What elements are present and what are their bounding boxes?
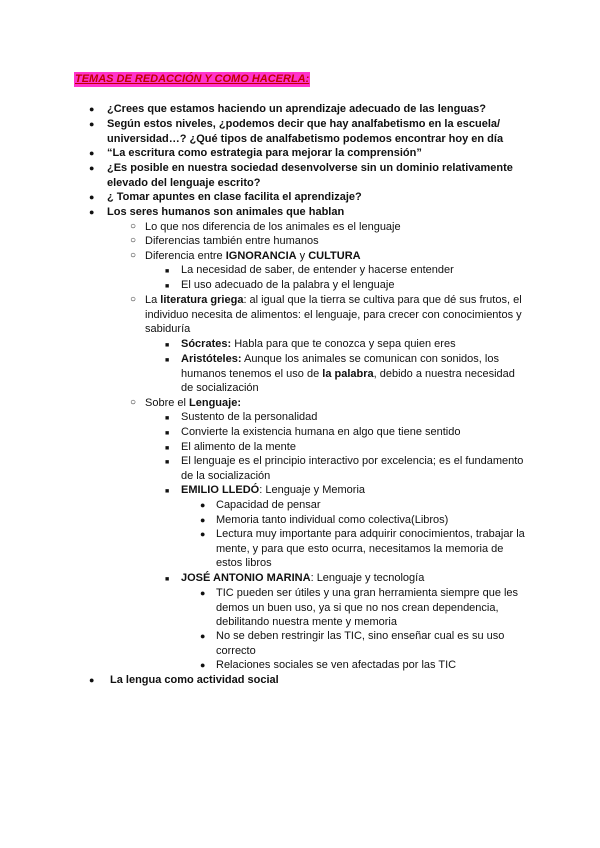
list-item: El uso adecuado de la palabra y el lenguaje — [181, 279, 395, 291]
square-bullet-icon: ■ — [165, 268, 170, 275]
circle-bullet-icon: ○ — [130, 294, 137, 305]
bullet-icon: ● — [89, 163, 95, 173]
bullet-icon: ● — [89, 148, 95, 158]
square-bullet-icon: ■ — [165, 415, 170, 422]
square-bullet-icon: ■ — [165, 430, 170, 437]
bullet-icon: ● — [200, 588, 206, 598]
circle-bullet-icon: ○ — [130, 235, 137, 246]
list-item: Aristóteles: Aunque los animales se comunican con sonidos, los humanos tenemos el uso de la palabra, debido a nuestra necesidad de socialización — [181, 353, 515, 394]
list-item: Sustento de la personalidad — [181, 411, 318, 423]
list-item-question-1: ¿Crees que estamos haciendo un aprendizaje adecuado de las lenguas? — [107, 103, 487, 115]
list-item: Relaciones sociales se ven afectadas por las TIC — [216, 659, 457, 671]
list-item: Convierte la existencia humana en algo que tiene sentido — [181, 426, 461, 438]
list-item: El lenguaje es el principio interactivo por excelencia; es el fundamento de la socialización — [181, 455, 524, 482]
list-item: TIC pueden ser útiles y una gran herramienta siempre que les demos un buen uso, ya si que no nos crean dependencia, debilitando nuestra mente y memoria — [216, 587, 519, 628]
list-item: Capacidad de pensar — [216, 499, 321, 511]
square-bullet-icon: ■ — [165, 445, 170, 452]
circle-bullet-icon: ○ — [130, 250, 137, 261]
list-item: La necesidad de saber, de entender y hacerse entender — [181, 264, 454, 276]
list-item-question-5: ¿ Tomar apuntes en clase facilita el aprendizaje? — [107, 191, 362, 203]
list-item: El alimento de la mente — [181, 441, 296, 453]
bullet-icon: ● — [89, 104, 95, 114]
list-item-question-2: Según estos niveles, ¿podemos decir que hay analfabetismo en la escuela/ universidad…? ¿Qué tipos de analfabetismo podemos encontrar hoy en día — [107, 118, 504, 145]
page-title: TEMAS DE REDACCIÓN Y COMO HACERLA: — [75, 73, 310, 85]
square-bullet-icon: ■ — [165, 576, 170, 583]
bullet-icon: ● — [89, 675, 95, 685]
list-item-question-3: “La escritura como estrategia para mejorar la comprensión” — [107, 147, 422, 159]
bullet-icon: ● — [89, 207, 95, 217]
list-item: JOSÉ ANTONIO MARINA: Lenguaje y tecnología — [181, 572, 425, 584]
square-bullet-icon: ■ — [165, 357, 170, 364]
list-item-question-6: Los seres humanos son animales que hablan — [107, 206, 345, 218]
list-item: EMILIO LLEDÓ: Lenguaje y Memoria — [181, 484, 366, 496]
list-item: Lo que nos diferencia de los animales es el lenguaje — [145, 221, 401, 233]
list-item: Lectura muy importante para adquirir conocimientos, trabajar la mente, y para que esto ocurra, necesitamos la memoria de estos libros — [216, 528, 525, 569]
bullet-icon: ● — [200, 500, 206, 510]
square-bullet-icon: ■ — [165, 342, 170, 349]
bullet-icon: ● — [200, 515, 206, 525]
circle-bullet-icon: ○ — [130, 397, 137, 408]
square-bullet-icon: ■ — [165, 459, 170, 466]
square-bullet-icon: ■ — [165, 488, 170, 495]
list-item: Diferencias también entre humanos — [145, 235, 319, 247]
list-item: Sobre el Lenguaje: — [145, 397, 241, 409]
list-item: Sócrates: Habla para que te conozca y sepa quien eres — [181, 338, 456, 350]
circle-bullet-icon: ○ — [130, 221, 137, 232]
list-item: Memoria tanto individual como colectiva(Libros) — [216, 514, 449, 526]
bullet-icon: ● — [200, 660, 206, 670]
bullet-icon: ● — [89, 192, 95, 202]
bullet-icon: ● — [200, 529, 206, 539]
list-item-question-7: La lengua como actividad social — [110, 674, 279, 686]
bullet-icon: ● — [89, 119, 95, 129]
list-item: No se deben restringir las TIC, sino enseñar cual es su uso correcto — [216, 630, 505, 657]
square-bullet-icon: ■ — [165, 283, 170, 290]
bullet-icon: ● — [200, 631, 206, 641]
list-item: La literatura griega: al igual que la tierra se cultiva para que dé sus frutos, el individuo necesita de alimentos: el lenguaje, para crecer con conocimientos y sabiduría — [145, 294, 522, 335]
list-item: Diferencia entre IGNORANCIA y CULTURA — [145, 250, 361, 262]
list-item-question-4: ¿Es posible en nuestra sociedad desenvolverse sin un dominio relativamente elevado del lenguaje escrito? — [107, 162, 513, 189]
